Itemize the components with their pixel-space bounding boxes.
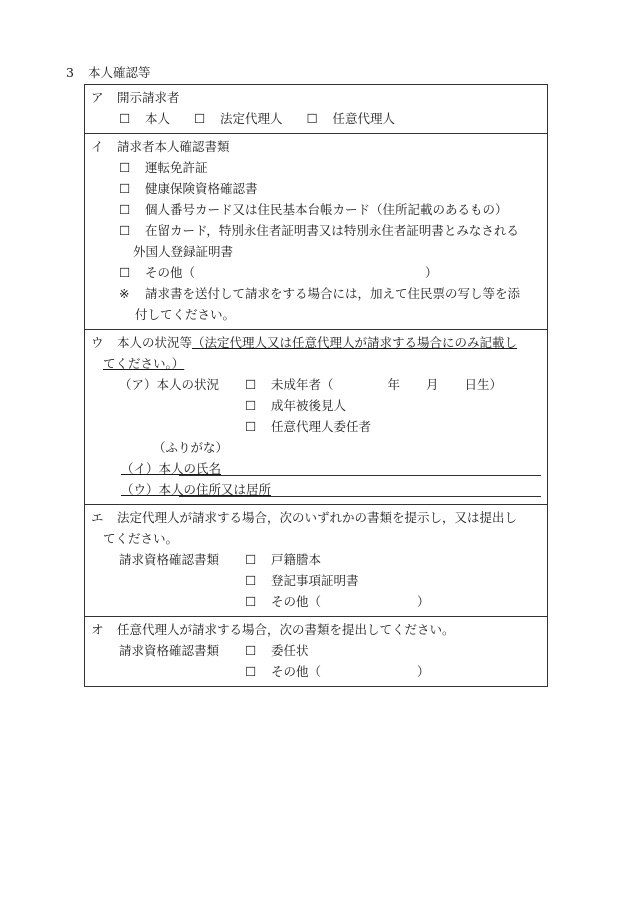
checkbox-voluntary-agent[interactable]: ☐	[306, 111, 318, 126]
doc-drivers-license: 運転免許証	[145, 160, 208, 175]
legal-agent-line-1: 法定代理人が請求する場合，次のいずれかの書類を提示し，又は提出し	[117, 510, 518, 525]
checkbox-other-id[interactable]: ☐	[119, 265, 131, 280]
furigana-label: （ふりがな）	[153, 440, 229, 455]
status-delegator: 任意代理人委任者	[271, 419, 372, 434]
doc-other-close: ）	[425, 265, 438, 280]
block-id-documents	[85, 133, 547, 329]
name-field-row[interactable]	[91, 458, 541, 479]
doc-voluntary-other: その他（	[271, 664, 322, 679]
checkbox-residence-card[interactable]: ☐	[119, 223, 131, 238]
marker-i: イ	[91, 139, 104, 154]
checkbox-minor[interactable]: ☐	[245, 377, 257, 392]
requester-title: 開示請求者	[117, 90, 180, 105]
status-title: 本人の状況等	[117, 335, 193, 350]
section-number: 3	[66, 65, 74, 80]
section-heading	[66, 64, 151, 82]
voluntary-agent-doc-label: 請求資格確認書類	[119, 643, 220, 658]
checkbox-principal[interactable]: ☐	[119, 111, 131, 126]
block-principal-status	[85, 329, 547, 504]
label-month: 月	[426, 377, 439, 392]
doc-residence-card: 在留カード，特別永住者証明書又は特別永住者証明書とみなされる	[145, 223, 519, 238]
status-minor: 未成年者（	[271, 377, 334, 392]
marker-u: ウ	[91, 335, 104, 350]
marker-e: エ	[91, 510, 104, 525]
checkbox-delegator[interactable]: ☐	[245, 419, 257, 434]
checkbox-power-of-attorney[interactable]: ☐	[245, 643, 257, 658]
block-requester	[85, 85, 547, 133]
doc-legal-other-close: ）	[417, 594, 430, 609]
block-voluntary-agent-docs	[85, 616, 547, 686]
marker-a: ア	[91, 90, 104, 105]
identity-verification-form	[84, 84, 548, 687]
doc-power-of-attorney: 委任状	[271, 643, 309, 658]
checkbox-legal-other[interactable]: ☐	[245, 594, 257, 609]
label-year: 年	[387, 377, 401, 392]
note-mark: ※	[119, 286, 130, 301]
voluntary-agent-line-1: 任意代理人が請求する場合，次の書類を提出してください。	[117, 622, 455, 637]
legal-agent-line-2: てください。	[103, 531, 179, 546]
status-adult-ward: 成年被後見人	[271, 398, 347, 413]
checkbox-health-insurance[interactable]: ☐	[119, 181, 131, 196]
checkbox-mynumber-card[interactable]: ☐	[119, 202, 131, 217]
option-legal-agent: 法定代理人	[220, 111, 283, 126]
checkbox-family-register[interactable]: ☐	[245, 552, 257, 567]
doc-residence-card-cont: 外国人登録証明書	[133, 244, 234, 259]
status-label: （ア）本人の状況	[119, 377, 220, 392]
doc-registry-cert: 登記事項証明書	[271, 573, 359, 588]
doc-other-label: その他（	[145, 265, 196, 280]
doc-legal-other: その他（	[271, 594, 322, 609]
checkbox-drivers-license[interactable]: ☐	[119, 160, 131, 175]
address-label: （ウ）本人の住所又は居所	[121, 482, 272, 497]
address-input-line[interactable]	[179, 496, 541, 497]
doc-health-insurance: 健康保険資格確認書	[145, 181, 258, 196]
label-born: 日生）	[464, 377, 503, 392]
status-title-note: （法定代理人又は任意代理人が請求する場合にのみ記載し	[192, 335, 518, 350]
address-field-row[interactable]	[91, 479, 541, 500]
name-label: （イ）本人の氏名	[121, 461, 222, 476]
note-line-1: 請求書を送付して請求をする場合には，加えて住民票の写し等を添	[145, 286, 521, 301]
section-title: 本人確認等	[88, 65, 151, 80]
checkbox-registry-cert[interactable]: ☐	[245, 573, 257, 588]
note-line-2: 付してください。	[135, 307, 236, 322]
marker-o: オ	[91, 622, 104, 637]
doc-voluntary-other-close: ）	[417, 664, 430, 679]
option-principal: 本人	[145, 111, 171, 126]
checkbox-legal-agent[interactable]: ☐	[194, 111, 206, 126]
option-voluntary-agent: 任意代理人	[332, 111, 396, 126]
doc-family-register: 戸籍謄本	[271, 552, 322, 567]
checkbox-voluntary-other[interactable]: ☐	[245, 664, 257, 679]
name-input-line[interactable]	[179, 475, 541, 476]
checkbox-adult-ward[interactable]: ☐	[245, 398, 257, 413]
doc-mynumber-card: 個人番号カード又は住民基本台帳カード（住所記載のあるもの）	[145, 202, 508, 217]
status-title-note-cont: てください。）	[103, 356, 185, 371]
legal-agent-doc-label: 請求資格確認書類	[119, 552, 220, 567]
id-docs-title: 請求者本人確認書類	[117, 139, 230, 154]
block-legal-agent-docs	[85, 504, 547, 616]
